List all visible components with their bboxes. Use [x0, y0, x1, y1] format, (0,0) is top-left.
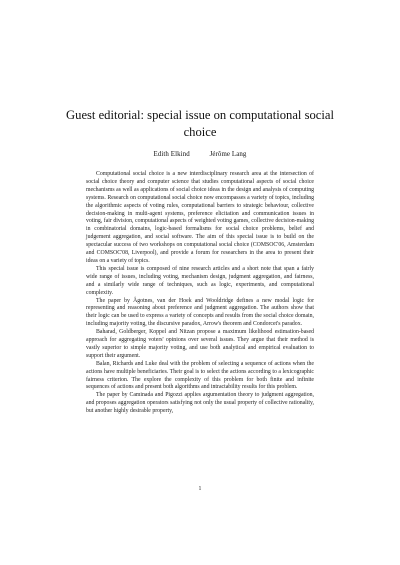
paper-title: Guest editorial: special issue on computational social choice: [66, 108, 334, 139]
author-name: Edith Elkind: [153, 151, 190, 158]
paragraph: Balan, Richards and Luke deal with the problem of selecting a sequence of actions when the actions have multiple beneficiaries. Their goal is to select the actions according to a lexicographic fairness criterion. The explore the complexity of this problem for both finite and infinite sequences of actions and present both algorithms and intractability results for this problem.: [86, 360, 314, 391]
body-text: [86, 171, 314, 416]
paragraph: This special issue is composed of nine research articles and a short note that span a fairly wide range of issues, including voting, mechanism design, judgment aggregation, and fairness, and a similarly wide range of techniques, such as logic, experiments, and computational complexity.: [86, 265, 314, 296]
page-number: 1: [198, 486, 202, 492]
author-list: [0, 151, 400, 158]
author-name: Jérôme Lang: [209, 151, 247, 158]
paragraph: The paper by Ågotnes, van der Hoek and Wooldridge defines a new modal logic for representing and reasoning about preference and judgment aggregation. The authors show that their logic can be used to express a variety of concepts and results from the social choice domain, including majority voting, the discursive paradox, Arrow's theorem and Condorcet's paradox.: [86, 297, 314, 328]
paragraph: The paper by Caminada and Pigozzi applies argumentation theory to judgment aggregation, and proposes aggregation operators satisfying not only the usual property of collective rationality, but another highly desirable property,: [86, 392, 314, 415]
paragraph: Computational social choice is a new interdisciplinary research area at the intersection of social choice theory and computer science that studies computational aspects of social choice mechanisms as well as applications of social choice ideas in the design and analysis of computing systems. Research on computational social choice now encompasses a variety of topics, including the algorithmic aspects of voting rules, computational barriers to strategic behaviour, collective decision-making in multi-agent systems, preference elicitation and communication issues in voting, fair division, computational aspects of weighted voting games, collective decision-making in combinatorial domains, logic-based formalisms for social choice problems, belief and judgement aggregation, and social software. The aim of this special issue is to build on the spectacular success of two workshops on computational social choice (COMSOC'06, Amsterdam and COMSOC'08, Liverpool), and provide a forum for researchers in the area to present their ideas on a variety of topics.: [86, 171, 314, 264]
paragraph: Baharad, Goldberger, Koppel and Nitzan propose a maximum likelihood estimation-based approach for aggregating voters' opinions over several issues. They argue that their method is vastly superior to simple majority voting, and use both analytical and empirical evaluation to support their argument.: [86, 329, 314, 359]
